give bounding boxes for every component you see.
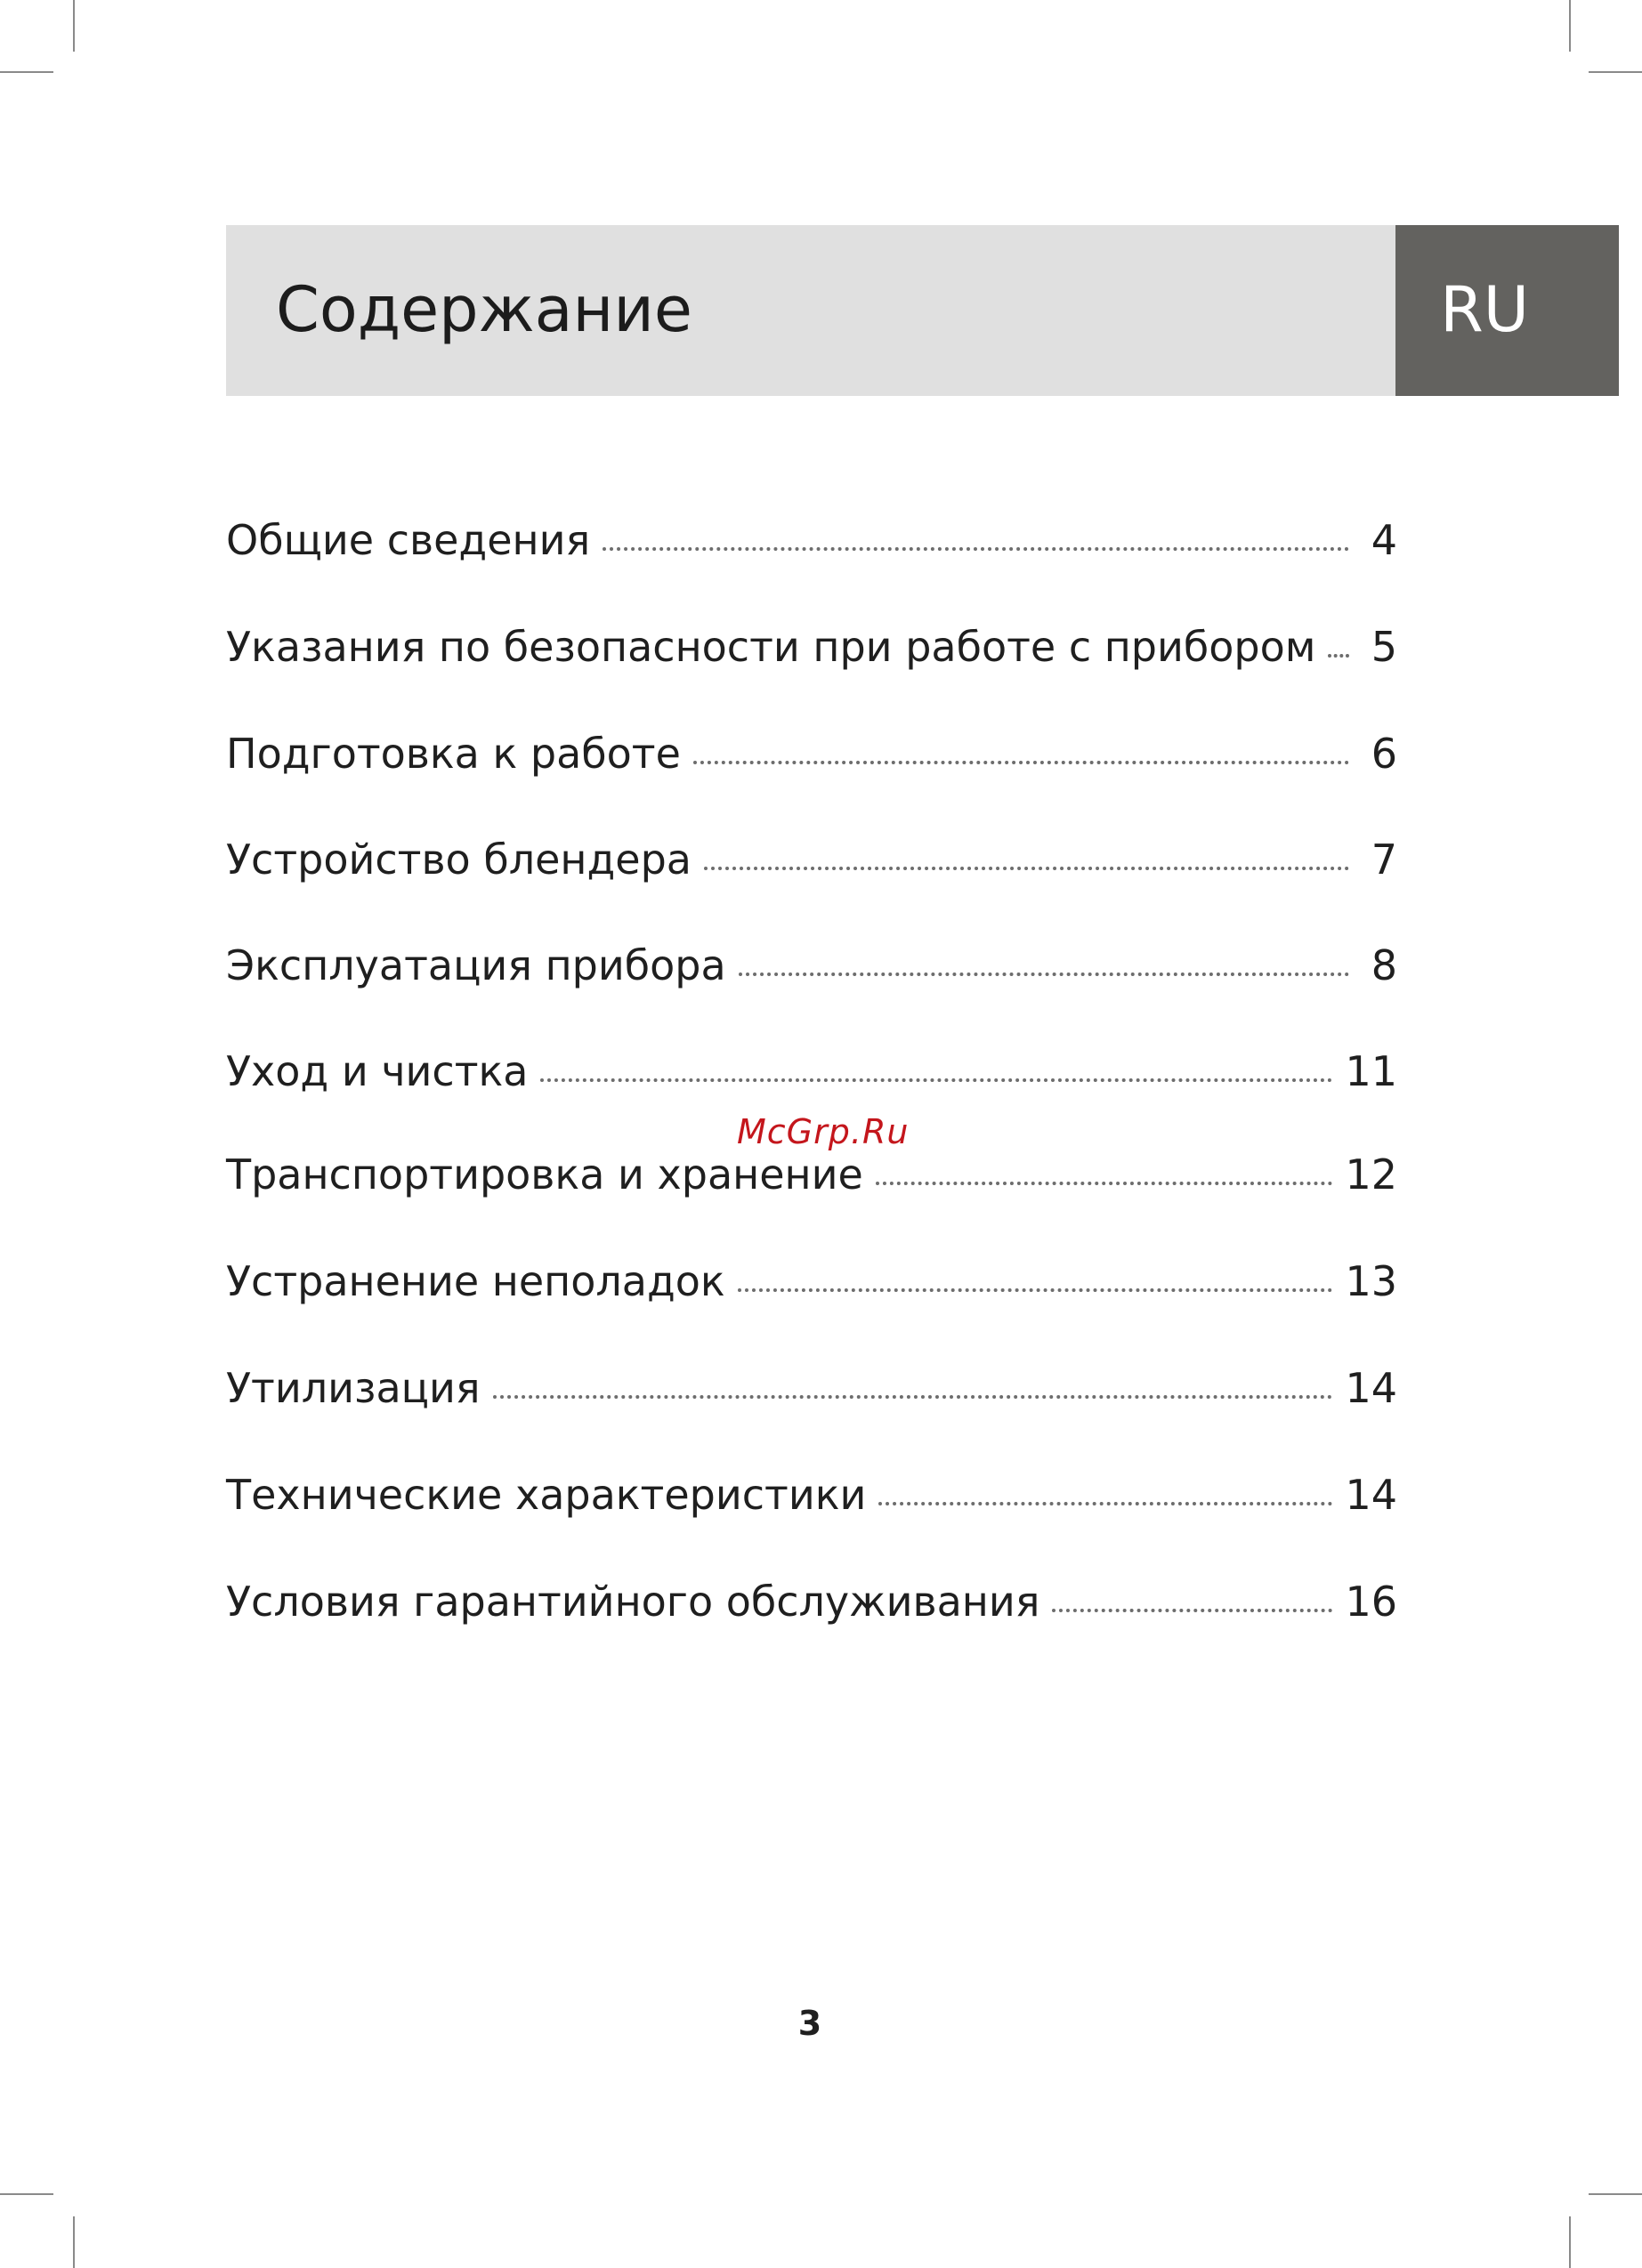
- dot-leader: [878, 1502, 1332, 1505]
- crop-mark: [1589, 2193, 1642, 2195]
- toc-entry-label: Устранение неполадок: [226, 1257, 725, 1305]
- toc-entry-page: 14: [1345, 1364, 1397, 1412]
- crop-mark: [0, 2193, 53, 2195]
- toc-entry[interactable]: [226, 1040, 1397, 1102]
- toc-entry-page: 11: [1345, 1047, 1397, 1095]
- toc-entry-page: 6: [1371, 730, 1397, 778]
- page-number: 3: [797, 2004, 822, 2043]
- toc-entry[interactable]: [226, 509, 1397, 571]
- toc-entry-page: 4: [1371, 516, 1397, 564]
- dot-leader: [704, 867, 1349, 870]
- toc-entry-label: Условия гарантийного обслуживания: [226, 1578, 1040, 1626]
- toc-entry-label: Подготовка к работе: [226, 730, 681, 778]
- crop-mark: [73, 2216, 75, 2268]
- toc-entry[interactable]: [226, 616, 1397, 678]
- toc-entry-label: Указания по безопасности при работе с прибором: [226, 623, 1316, 671]
- toc-entry[interactable]: [226, 1464, 1397, 1526]
- toc-entry-page: 13: [1345, 1257, 1397, 1305]
- toc-entry-label: Общие сведения: [226, 516, 591, 564]
- crop-mark: [0, 71, 53, 73]
- page-header: [226, 225, 1619, 396]
- crop-mark: [1569, 0, 1571, 52]
- toc-entry[interactable]: [226, 1357, 1397, 1419]
- toc-entry-label: Технические характеристики: [226, 1471, 867, 1519]
- toc-entry[interactable]: [226, 1143, 1397, 1206]
- crop-mark: [1569, 2216, 1571, 2268]
- toc-entry[interactable]: [226, 828, 1397, 891]
- page-title: Содержание: [276, 273, 692, 346]
- language-code: RU: [1440, 273, 1529, 346]
- toc-entry-label: Устройство блендера: [226, 835, 692, 884]
- dot-leader: [738, 1288, 1333, 1292]
- header-title-box: [226, 225, 1395, 396]
- dot-leader: [739, 973, 1349, 976]
- dot-leader: [493, 1395, 1333, 1399]
- toc-entry-page: 16: [1345, 1578, 1397, 1626]
- dot-leader: [1052, 1609, 1332, 1612]
- dot-leader: [540, 1078, 1332, 1082]
- toc-entry-page: 14: [1345, 1471, 1397, 1519]
- watermark-text: McGrp.Ru: [737, 1112, 910, 1151]
- dot-leader: [1328, 654, 1349, 658]
- dot-leader: [876, 1182, 1333, 1185]
- language-tab: [1395, 225, 1619, 396]
- toc-entry[interactable]: [226, 1570, 1397, 1633]
- toc-entry-page: 12: [1345, 1150, 1397, 1199]
- toc-entry-label: Утилизация: [226, 1364, 481, 1412]
- crop-mark: [73, 0, 75, 52]
- crop-mark: [1589, 71, 1642, 73]
- toc-entry[interactable]: [226, 1250, 1397, 1312]
- toc-entry-page: 8: [1371, 941, 1397, 989]
- dot-leader: [603, 547, 1349, 551]
- toc-entry-page: 5: [1371, 623, 1397, 671]
- toc-entry-label: Уход и чистка: [226, 1047, 529, 1095]
- toc-entry[interactable]: [226, 934, 1397, 997]
- toc-entry[interactable]: [226, 722, 1397, 785]
- toc-entry-label: Эксплуатация прибора: [226, 941, 726, 989]
- toc-entry-page: 7: [1371, 835, 1397, 884]
- dot-leader: [693, 761, 1349, 764]
- toc-entry-label: Транспортировка и хранение: [226, 1150, 863, 1199]
